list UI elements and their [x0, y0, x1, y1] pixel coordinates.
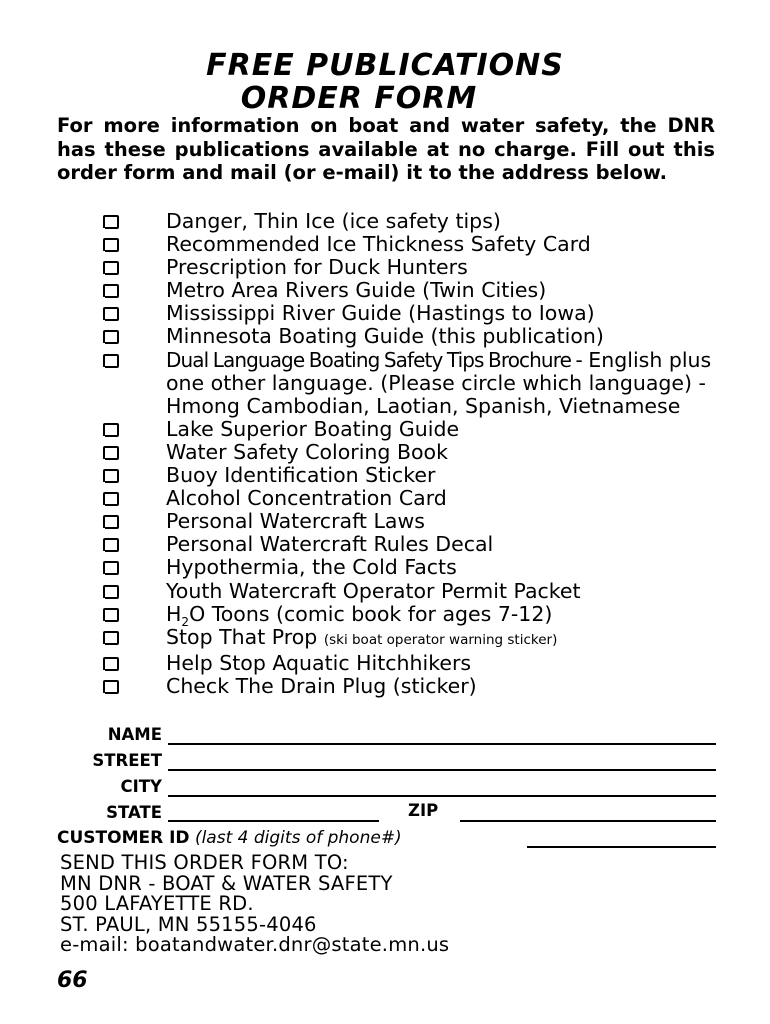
publication-label: Recommended Ice Thickness Safety Card: [166, 232, 591, 257]
label-note: (ski boat operator warning sticker): [323, 631, 558, 648]
address-line: SEND THIS ORDER FORM TO:: [60, 851, 349, 874]
state-field[interactable]: [168, 820, 379, 822]
label-part: O Toons (comic book for ages 7-12): [189, 601, 553, 626]
publication-item[interactable]: [100, 464, 720, 487]
publication-label: [166, 626, 720, 652]
checkbox-icon[interactable]: [103, 538, 119, 552]
publication-label: Lake Superior Boating Guide: [166, 416, 460, 441]
publication-item[interactable]: [100, 302, 720, 325]
publication-label-rest: English plus one other language. (Please circle which language) - Hmong Cambodian, Laotian, Spanish, Vietnamese: [166, 347, 712, 418]
publication-label: Danger, Thin Ice (ice safety tips): [166, 209, 501, 233]
publication-label: Check The Drain Plug (sticker): [166, 673, 477, 698]
email-address[interactable]: e-mail: boatandwater.dnr@state.mn.us: [60, 933, 450, 956]
publication-label: [166, 601, 720, 629]
checkbox-icon[interactable]: [103, 330, 119, 344]
customer-id-row: [57, 828, 402, 848]
subscript-2: 2: [181, 614, 190, 629]
checkbox-icon[interactable]: [103, 354, 119, 368]
publication-item[interactable]: [100, 256, 720, 279]
checkbox-icon[interactable]: [103, 680, 119, 694]
street-field[interactable]: [168, 769, 716, 771]
publication-item[interactable]: [100, 279, 720, 302]
name-row: [0, 725, 162, 749]
page-title-line2: ORDER FORM: [240, 81, 478, 116]
publication-item[interactable]: [100, 441, 720, 464]
publication-item[interactable]: [100, 233, 720, 256]
checkbox-icon[interactable]: [103, 631, 119, 645]
checkbox-icon[interactable]: [103, 561, 119, 575]
checkbox-icon[interactable]: [103, 608, 119, 622]
name-field[interactable]: [168, 743, 716, 745]
checkbox-icon[interactable]: [103, 446, 119, 460]
publication-item[interactable]: [100, 533, 720, 556]
city-label: CITY: [120, 777, 162, 796]
publication-label: Minnesota Boating Guide (this publication): [166, 324, 604, 349]
checkbox-icon[interactable]: [103, 469, 119, 483]
street-label: STREET: [92, 751, 162, 770]
publication-label: Hypothermia, the Cold Facts: [166, 555, 457, 580]
publication-item[interactable]: [100, 325, 720, 348]
checkbox-icon[interactable]: [103, 215, 119, 229]
publication-label: Personal Watercraft Laws: [166, 509, 425, 534]
state-row: [0, 803, 162, 827]
publication-item[interactable]: [100, 652, 720, 675]
checkbox-icon[interactable]: [103, 307, 119, 321]
intro-paragraph: For more information on boat and water safety, the DNR has these publications available at no charge. Fill out this order form and mail (or e-mail) it to the address below.: [57, 114, 715, 184]
publication-label: Youth Watercraft Operator Permit Packet: [166, 578, 581, 603]
checkbox-icon[interactable]: [103, 261, 119, 275]
publication-item[interactable]: [100, 626, 720, 652]
publication-label: [166, 349, 718, 418]
label-part: Stop That Prop: [166, 624, 318, 649]
label-part: H: [166, 601, 182, 626]
checkbox-icon[interactable]: [103, 585, 119, 599]
mailing-address: [60, 853, 449, 956]
page-number: 66: [57, 968, 88, 993]
name-label: NAME: [107, 725, 162, 744]
page-title-line1: FREE PUBLICATIONS: [206, 48, 564, 83]
publication-label: Prescription for Duck Hunters: [166, 255, 468, 280]
city-field[interactable]: [168, 795, 716, 797]
publication-label: Alcohol Concentration Card: [166, 486, 447, 511]
customer-id-label: CUSTOMER ID: [57, 828, 190, 848]
publication-label: Mississippi River Guide (Hastings to Iowa): [166, 301, 595, 326]
zip-row: [408, 801, 453, 825]
publication-item[interactable]: [100, 675, 720, 698]
checkbox-icon[interactable]: [103, 238, 119, 252]
zip-label: ZIP: [408, 801, 439, 820]
checkbox-icon[interactable]: [103, 657, 119, 671]
publication-item[interactable]: [100, 601, 720, 629]
street-row: [0, 751, 162, 775]
publication-item[interactable]: [100, 418, 720, 441]
city-row: [0, 777, 162, 801]
state-label: STATE: [106, 803, 162, 822]
publication-label-line1: Dual Language Boating Safety Tips Brochure -: [166, 347, 582, 372]
publication-list: [100, 210, 720, 698]
checkbox-icon[interactable]: [103, 284, 119, 298]
customer-id-hint: (last 4 digits of phone#): [194, 828, 402, 848]
publication-label: Personal Watercraft Rules Decal: [166, 532, 494, 557]
publication-label: Metro Area Rivers Guide (Twin Cities): [166, 278, 547, 303]
checkbox-icon[interactable]: [103, 515, 119, 529]
publication-item[interactable]: [100, 210, 720, 233]
address-line: 500 LAFAYETTE RD.: [60, 892, 254, 915]
publication-label: Water Safety Coloring Book: [166, 439, 448, 464]
publication-item[interactable]: [100, 487, 720, 510]
publication-item[interactable]: [100, 510, 720, 533]
publication-label: Help Stop Aquatic Hitchhikers: [166, 650, 472, 675]
address-line: ST. PAUL, MN 55155-4046: [60, 912, 317, 936]
customer-id-field[interactable]: [527, 846, 716, 848]
publication-item[interactable]: [100, 349, 720, 418]
checkbox-icon[interactable]: [103, 423, 119, 437]
publication-label: Buoy Identification Sticker: [166, 463, 436, 488]
publication-item[interactable]: [100, 580, 720, 603]
address-line: MN DNR - BOAT & WATER SAFETY: [60, 871, 393, 895]
checkbox-icon[interactable]: [103, 492, 119, 506]
publication-item[interactable]: [100, 556, 720, 579]
zip-field[interactable]: [460, 820, 716, 822]
